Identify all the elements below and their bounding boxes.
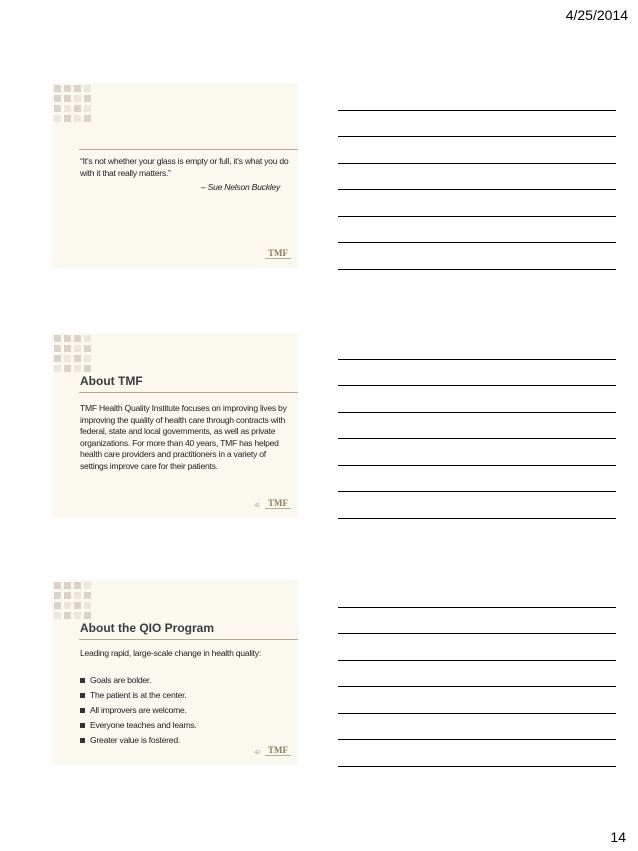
slide-title: About the QIO Program	[80, 621, 215, 635]
bullet-item: Greater value is fostered.	[80, 733, 197, 748]
bullet-item: The patient is at the center.	[80, 688, 197, 703]
slide-about-qio	[52, 580, 298, 765]
header-date: 4/25/2014	[565, 7, 628, 23]
bullet-item: All improvers are welcome.	[80, 703, 197, 718]
decorative-dot-grid	[54, 335, 91, 372]
tmf-logo: TMF	[264, 248, 292, 262]
page-number: 14	[610, 829, 626, 845]
notes-lines	[338, 333, 616, 519]
slide-about-tmf	[52, 333, 298, 518]
slide-intro: Leading rapid, large-scale change in health quality:	[80, 648, 261, 658]
title-divider	[79, 149, 298, 150]
bullet-item: Everyone teaches and learns.	[80, 718, 197, 733]
title-divider	[79, 392, 298, 393]
tmf-logo: TMF	[264, 498, 292, 512]
slide-quote	[52, 83, 298, 268]
title-divider	[79, 639, 298, 640]
decorative-dot-grid	[54, 582, 91, 619]
quote-text: “It’s not whether your glass is empty or full, it’s what you do with it that really matters.”	[80, 156, 289, 178]
slide-number: 42	[254, 750, 260, 756]
bullet-item: Goals are bolder.	[80, 673, 197, 688]
notes-lines	[338, 84, 616, 270]
notes-lines	[338, 581, 616, 767]
slide-number: 41	[254, 503, 260, 509]
slide-body: TMF Health Quality Institute focuses on improving lives by improving the quality of health care through contracts with federal, state and local governments, as well as private organizations. For more than 40 years, TMF has helped health care providers and practitioners in a variety of settings improve care for their patients.	[80, 403, 287, 471]
tmf-logo: TMF	[264, 745, 292, 759]
bullet-list	[80, 673, 197, 748]
quote-author: – Sue Nelson Buckley	[200, 182, 280, 192]
decorative-dot-grid	[54, 85, 91, 122]
slide-title: About TMF	[80, 374, 143, 388]
